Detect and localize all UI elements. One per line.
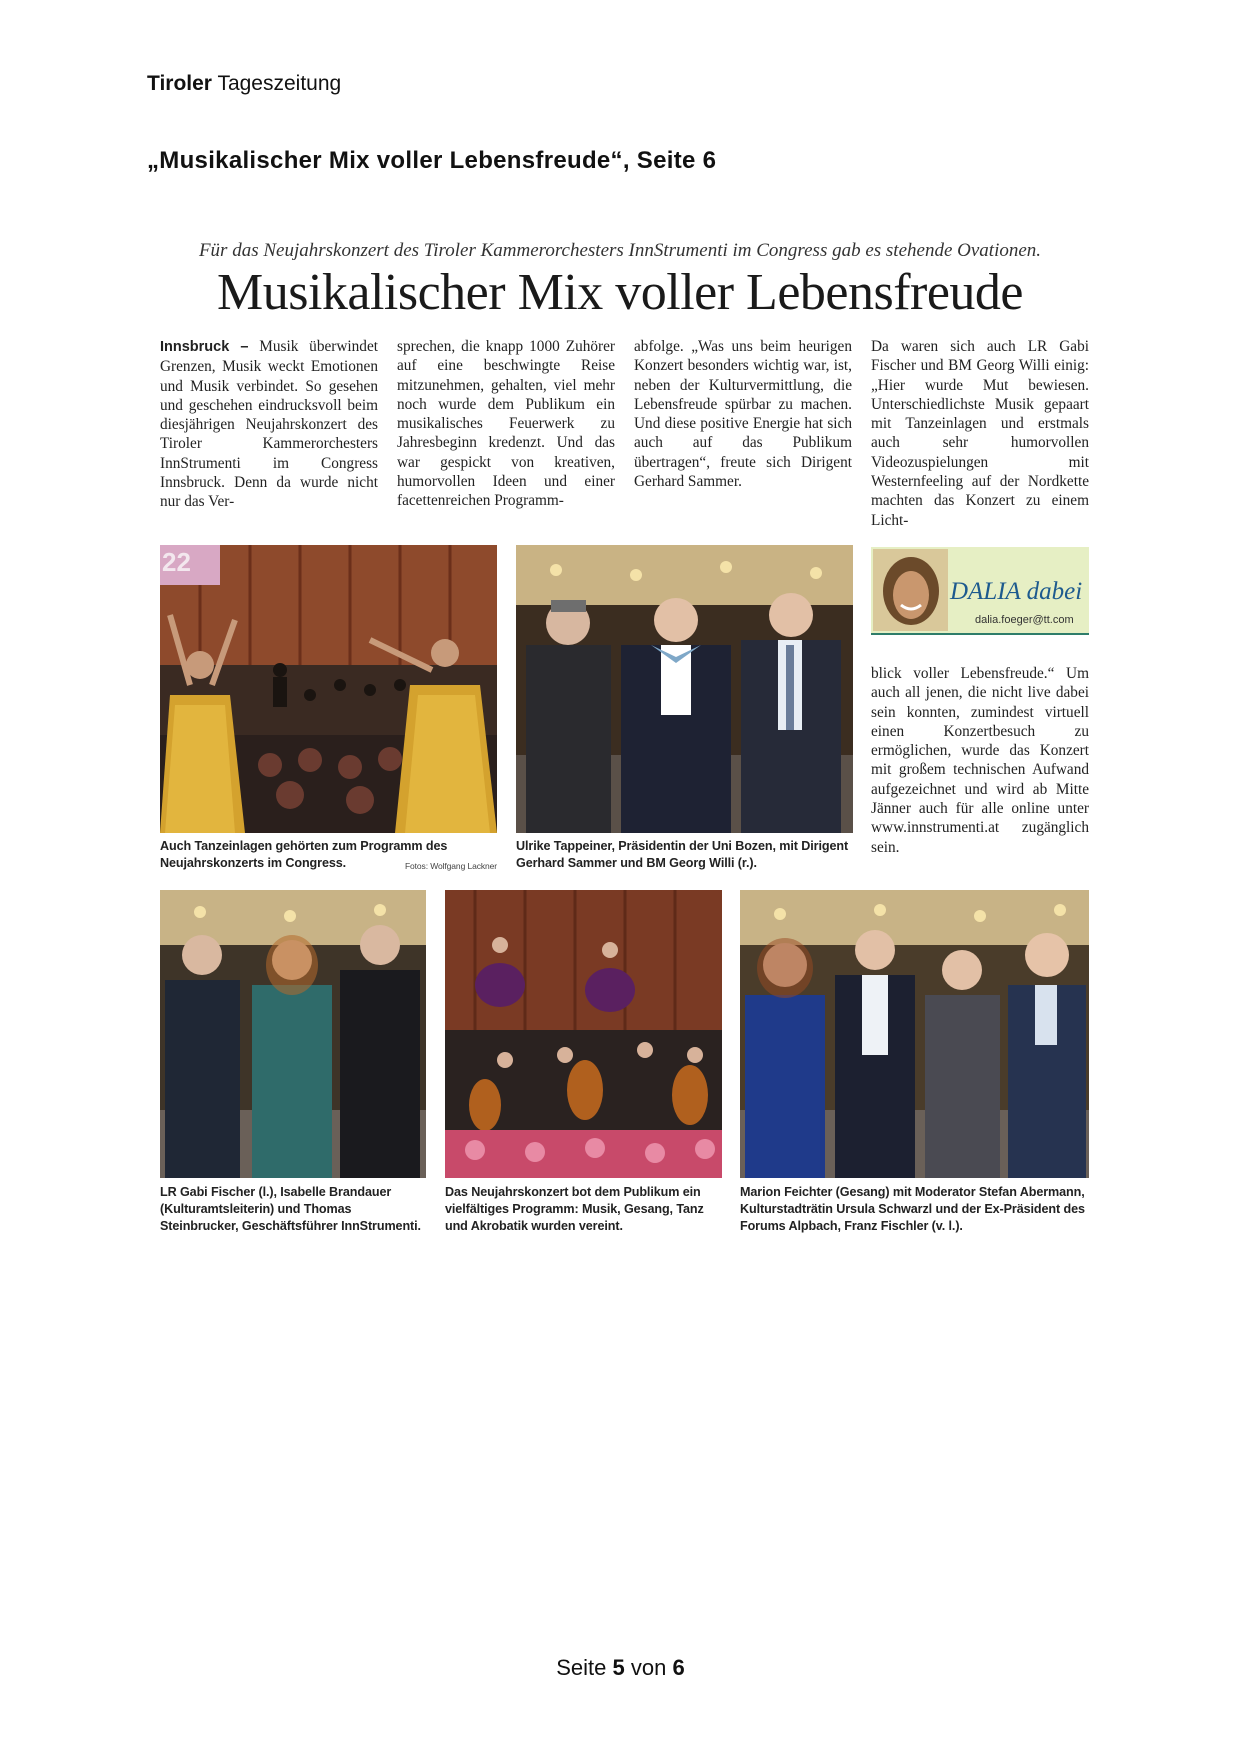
- dateline: Innsbruck –: [160, 339, 249, 355]
- caption-photo-fischer: LR Gabi Fischer (l.), Isabelle Brandauer (Kulturamtsleiterin) und Thomas Steinbrucker, Geschäftsführer InnStrumenti.: [160, 1185, 421, 1233]
- columnist-email[interactable]: dalia.foeger@tt.com: [975, 614, 1074, 626]
- publication-name: [147, 72, 341, 96]
- caption-photo-feichter: Marion Feichter (Gesang) mit Moderator Stefan Abermann, Kulturstadträtin Ursula Schwarzl und der Ex-Präsident des Forums Alpbach, Franz Fischler (v. l.).: [740, 1185, 1085, 1233]
- article-column-4-top: Da waren sich auch LR Gabi Fischer und BM Georg Willi einig: „Hier wurde Mut bewiesen. Unterschiedlichste Musik gepaart mit Tanzeinlagen und erstmals auch sehr humorvollen Videozuspielungen mit Westernfeeling auf der Nordkette machten das Konzert zu einem Licht-: [871, 338, 1089, 529]
- article-column-2: sprechen, die knapp 1000 Zuhörer auf eine beschwingte Reise mitzunehmen, gehalten, viel mehr noch wurde dem Publikum ein musikalisches Feuerwerk zu Jahresbeginn kredenzt. Und das war gespickt von kreativen, humorvollen Ideen und einer facettenreichen Programm-: [397, 338, 615, 510]
- article-title: Musikalischer Mix voller Lebensfreude: [216, 264, 1024, 321]
- columnist-portrait: [873, 549, 948, 631]
- page-footer: [0, 1655, 1241, 1681]
- article-column-4-bottom: blick voller Lebensfreude.“ Um auch all jenen, die nicht live dabei sein konnten, zumindest virtuell einen Konzertbesuch zu ermöglichen, wurde das Konzert mit großem technischen Aufwand aufgezeichnet und wird ab Mitte Jänner auch für alle online unter www.innstrumenti.at zugänglich sein.: [871, 665, 1089, 856]
- photo-fischer-brandauer-steinbrucker: [160, 890, 426, 1178]
- stage-number-overlay: 22: [162, 547, 191, 577]
- photo-tappeiner-sammer-willi: [516, 545, 853, 833]
- footer-prefix: Seite: [556, 1655, 607, 1680]
- caption-photo-dancers-text: Auch Tanzeinlagen gehörten zum Programm des Neujahrskonzerts im Congress.: [160, 839, 448, 870]
- photo-orchestra-dancers: [445, 890, 722, 1178]
- caption-photo-tappeiner: Ulrike Tappeiner, Präsidentin der Uni Bozen, mit Dirigent Gerhard Sammer und BM Georg Willi (r.).: [516, 839, 849, 870]
- article-kicker: Für das Neujahrskonzert des Tiroler Kammerorchesters InnStrumenti im Congress gab es stehende Ovationen.: [198, 240, 1042, 261]
- photo-feichter-abermann-schwarzl-fischler: [740, 890, 1089, 1178]
- article-column-3: abfolge. „Was uns beim heurigen Konzert besonders wichtig war, ist, neben der Kulturvermittlung, die Lebensfreude spürbar zu machen. Und diese positive Energie hat sich auch auf das Publikum übertragen“, freute sich Dirigent Gerhard Sammer.: [634, 338, 852, 491]
- caption-photo-dancers: [160, 838, 497, 875]
- photo-credit: Fotos: Wolfgang Lackner: [404, 861, 497, 871]
- article-column-1: [160, 337, 378, 512]
- article-column-1-text: Musik überwindet Grenzen, Musik weckt Emotionen und Musik verbindet. So gesehen und geschehen eindrucksvoll beim diesjährigen Neujahrskonzert des Tiroler Kammerorchesters InnStrumenti im Congress Innsbruck. Denn da wurde nicht nur das Ver-: [160, 338, 378, 511]
- article-reference: „Musikalischer Mix voller Lebensfreude“, Seite 6: [147, 147, 717, 174]
- caption-photo-orchestra: Das Neujahrskonzert bot dem Publikum ein vielfältiges Programm: Musik, Gesang, Tanz und Akrobatik wurden vereint.: [445, 1185, 704, 1233]
- publication-name-bold: Tiroler: [147, 72, 212, 95]
- footer-mid: von: [630, 1655, 667, 1680]
- photo-dancers-stage: [160, 545, 497, 833]
- columnist-name: DALIA dabei: [950, 578, 1083, 605]
- publication-name-rest: Tageszeitung: [217, 72, 342, 95]
- footer-total-pages: 6: [672, 1655, 685, 1680]
- footer-page-number: 5: [612, 1655, 625, 1680]
